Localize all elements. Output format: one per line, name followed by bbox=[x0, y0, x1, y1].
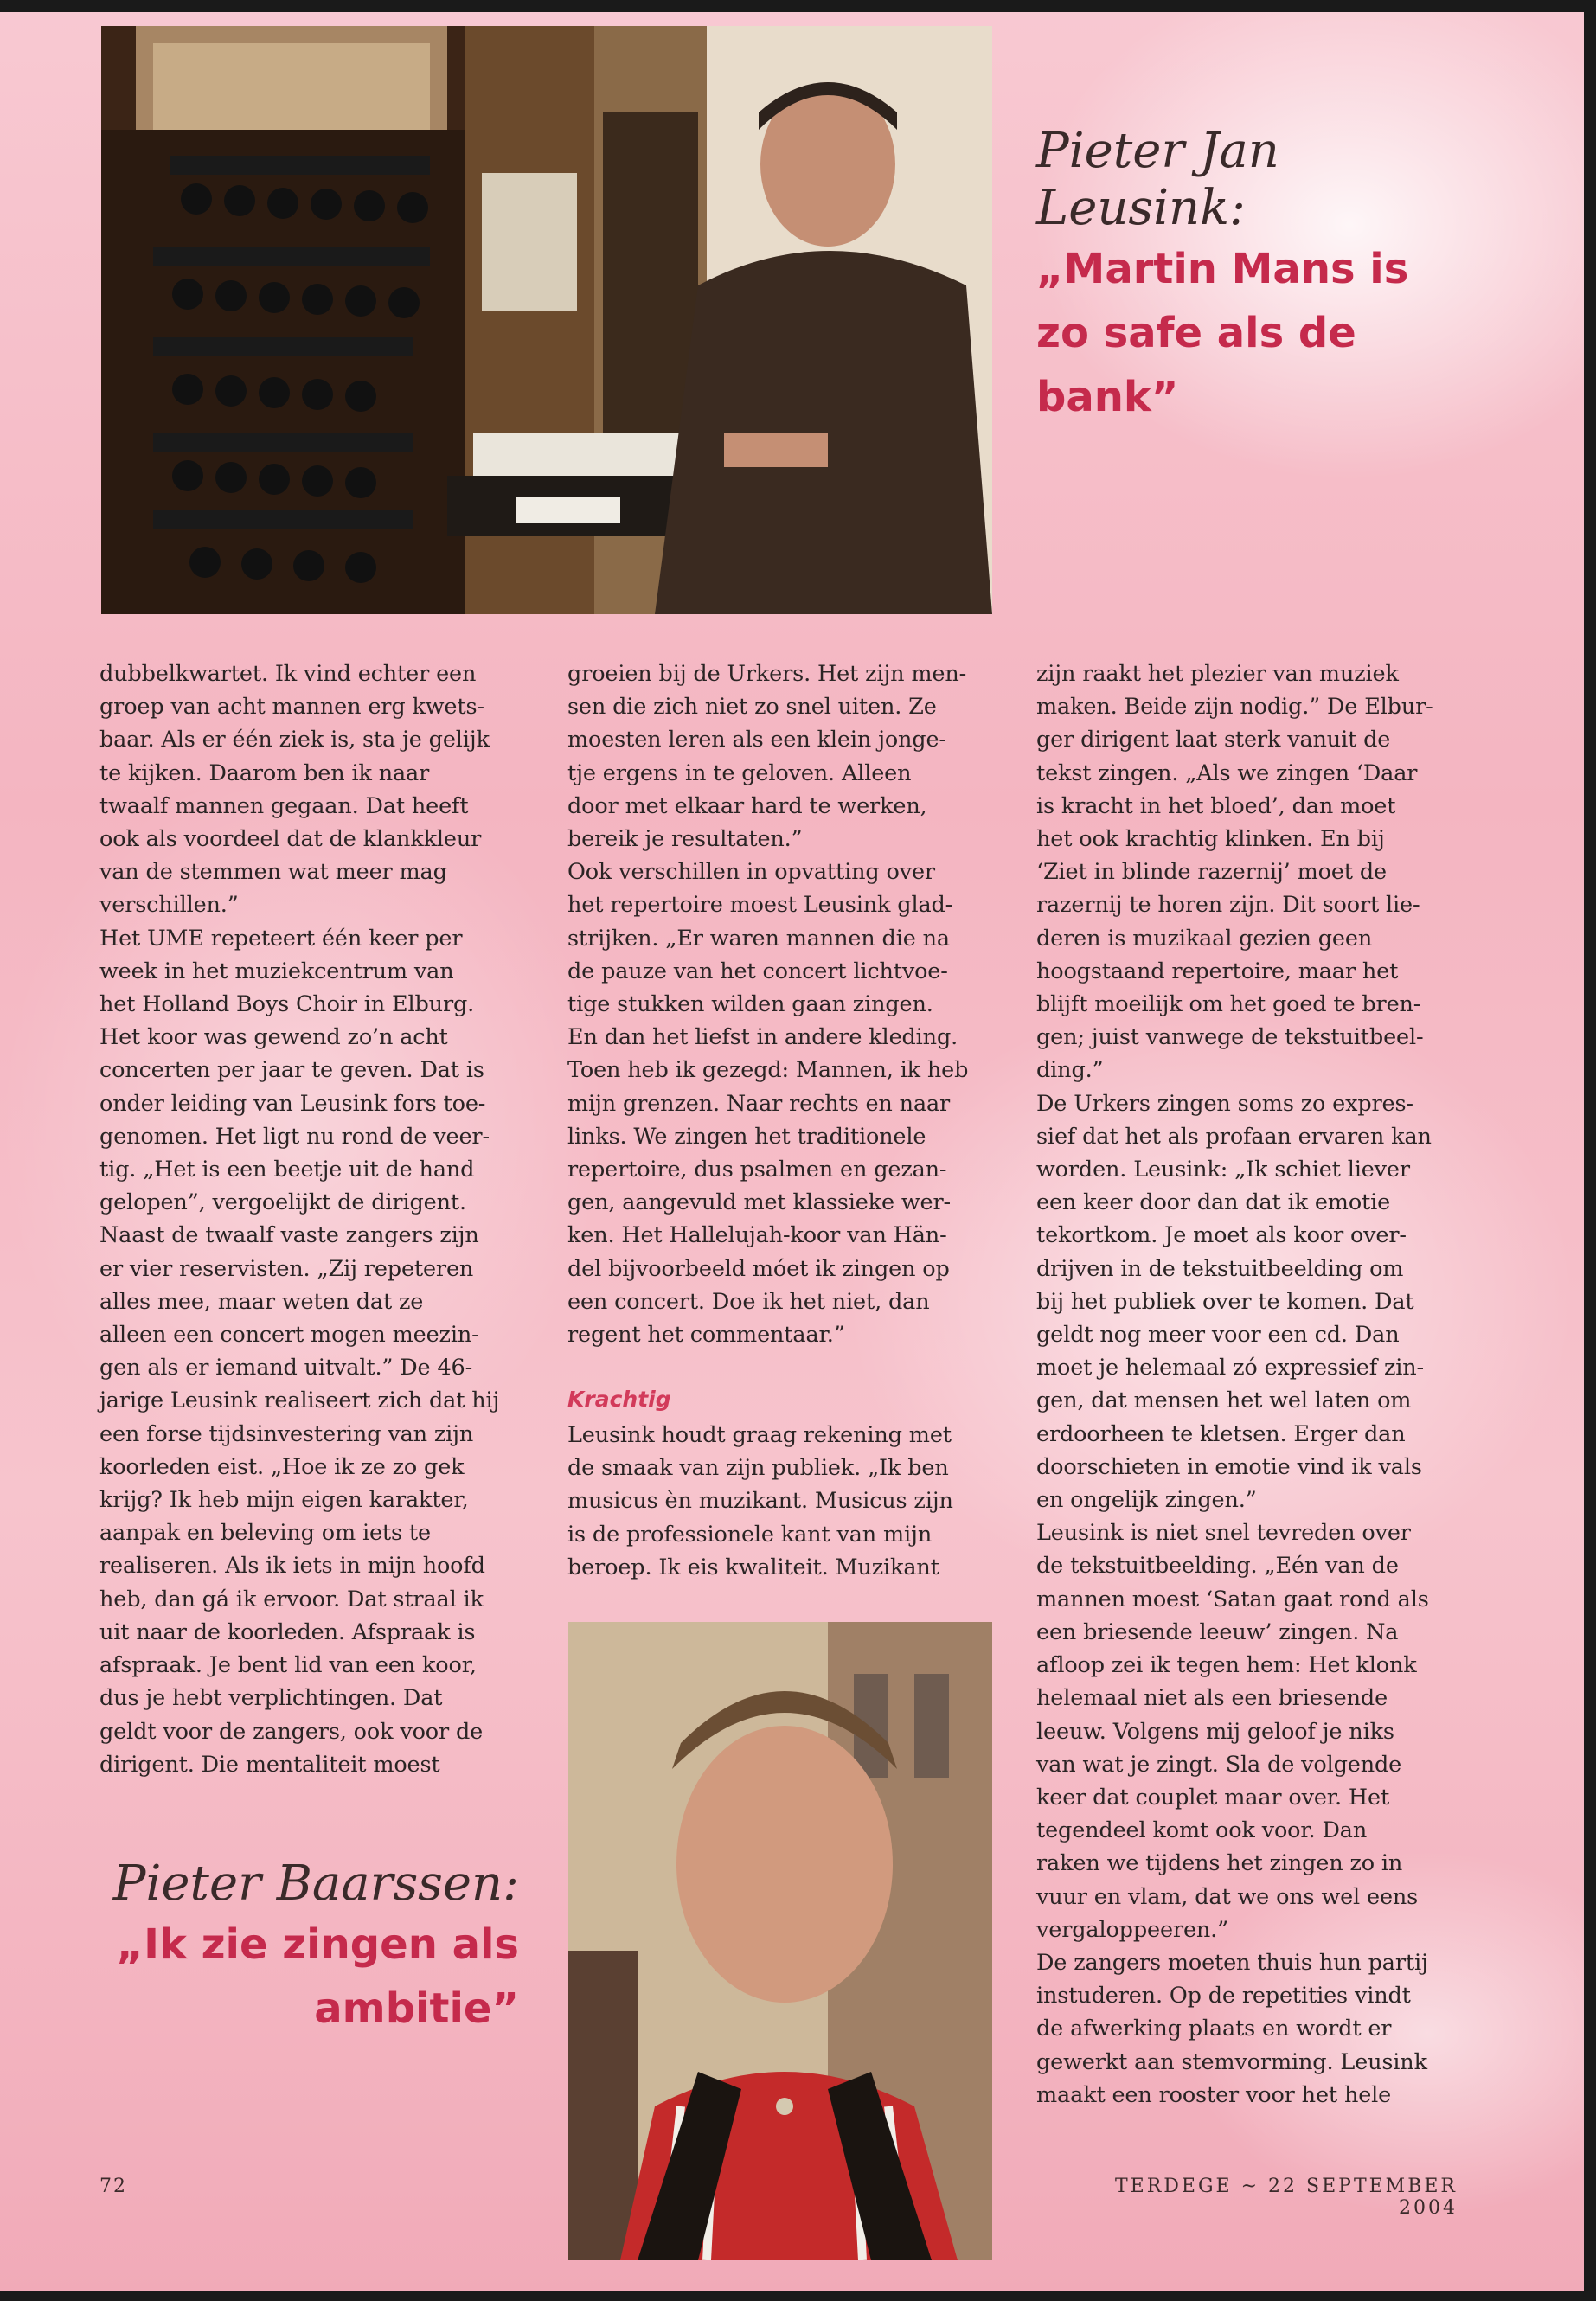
page-edge-bottom bbox=[0, 2291, 1596, 2301]
headline2-quote-line2: ambitie” bbox=[314, 1984, 519, 2033]
headline2-quote-line1: „Ik zie zingen als bbox=[116, 1920, 519, 1969]
portrait-illustration bbox=[568, 1622, 992, 2260]
headline-quote-line3: bank” bbox=[1036, 373, 1179, 421]
page-edge-top bbox=[0, 0, 1596, 12]
headline-name-line2: Leusink: bbox=[1036, 180, 1246, 236]
headline-quote-line2: zo safe als de bbox=[1036, 309, 1356, 357]
organ-photo bbox=[101, 26, 992, 614]
page-edge-right bbox=[1584, 0, 1596, 2301]
headline2-name: Pieter Baarssen: bbox=[112, 1856, 519, 1912]
headline-name-line1: Pieter Jan bbox=[1036, 123, 1279, 179]
article-column-2a: groeien bij de Urkers. Het zijn men- sen die zich niet zo snel uiten. Ze moesten leren als een klein jonge- tje ergens in te geloven. Alleen door met elkaar hard te werken, bereik je resultaten.” Ook verschillen in opvatting over het repertoire moest Leusink glad- strijken. „Er waren mannen die na de pauze van het concert lichtvoe- tige stukken wilden gaan zingen. En dan het liefst in andere kleding. Toen heb ik gezegd: Mannen, ik heb mijn grenzen. Naar rechts en naar links. We zingen het traditionele repertoire, dus psalmen en gezan- gen, aangevuld met klassieke wer- ken. Het Hallelujah-koor van Hän- del bijvoorbeeld móet ik zingen op een concert. Doe ik het niet, dan regent het commentaar.” bbox=[567, 661, 969, 1349]
publication-footer: TERDEGE ~ 22 SEPTEMBER 2004 bbox=[1114, 2176, 1458, 2219]
headline-baarssen bbox=[112, 1856, 519, 2041]
headline-quote-line1: „Martin Mans is bbox=[1036, 245, 1409, 293]
article-column-1: dubbelkwartet. Ik vind echter een groep van acht mannen erg kwets- baar. Als er één ziek is, sta je gelijk te kijken. Daarom ben ik naar twaalf mannen gegaan. Dat heeft ook als voordeel dat de klankkleur van de stemmen wat meer mag verschillen.” Het UME repeteert één keer per week in het muziekcentrum van het Holland Boys Choir in Elburg. Het koor was gewend zo’n acht concerten per jaar te geven. Dat is onder leiding van Leusink fors toe- genomen. Het ligt nu rond de veer- tig. „Het is een beetje uit de hand gelopen”, vergoelijkt de dirigent. Naast de twaalf vaste zangers zijn er vier reservisten. „Zij repeteren alles mee, maar weten dat ze alleen een concert mogen meezin- gen als er iemand uitvalt.” De 46- jarige Leusink realiseert zich dat hij een forse tijdsinvestering van zijn koorleden eist. „Hoe ik ze zo gek krijg? Ik heb mijn eigen karakter, aanpak en beleving om iets te realiseren. Als ik iets in mijn hoofd heb, dan gá ik ervoor. Dat straal ik uit naar de koorleden. Afspraak is afspraak. Je bent lid van een koor, dus je hebt verplichtingen. Dat geldt voor de zangers, ook voor de dirigent. Die mentaliteit moest bbox=[99, 661, 500, 1778]
article-column-2b: Leusink houdt graag rekening met de smaak van zijn publiek. „Ik ben musicus èn muzikant. Musicus zijn is de professionele kant van mijn beroep. Ik eis kwaliteit. Muzikant bbox=[567, 1422, 953, 1580]
article-column-3: zijn raakt het plezier van muziek maken. Beide zijn nodig.” De Elbur- ger dirigent laat sterk vanuit de tekst zingen. „Als we zingen ‘Daar is kracht in het bloed’, dan moet het ook krachtig klinken. En bij ‘Ziet in blinde razernij’ moet de razernij te horen zijn. Dit soort lie- deren is muzikaal gezien geen hoogstaand repertoire, maar het blijft moeilijk om het goed te bren- gen; juist vanwege de tekstuitbeel- ding.” De Urkers zingen soms zo expres- sief dat het als profaan ervaren kan worden. Leusink: „Ik schiet liever een keer door dan dat ik emotie tekortkom. Je moet als koor over- drijven in de tekstuitbeelding om bij het publiek over te komen. Dat geldt nog meer voor een cd. Dan moet je helemaal zó expressief zin- gen, dat mensen het wel laten om erdoorheen te kletsen. Erger dan doorschieten in emotie vind ik vals en ongelijk zingen.” Leusink is niet snel tevreden over de tekstuitbeelding. „Eén van de mannen moest ‘Satan gaat rond als een briesende leeuw’ zingen. Na afloop zei ik tegen hem: Het klonk helemaal niet als een briesende leeuw. Volgens mij geloof je niks van wat je zingt. Sla de volgende keer dat couplet maar over. Het tegendeel komt ook voor. Dan raken we tijdens het zingen zo in vuur en vlam, dat we ons wel eens vergaloppeeren.” De zangers moeten thuis hun partij instuderen. Op de repetities vindt de afwerking plaats en wordt er gewerkt aan stemvorming. Leusink maakt een rooster voor het hele bbox=[1036, 661, 1433, 2108]
headline-leusink bbox=[1036, 123, 1521, 429]
article-subhead: Krachtig bbox=[567, 1387, 671, 1412]
portrait-photo bbox=[568, 1622, 992, 2260]
organ-illustration bbox=[101, 26, 992, 614]
page-number: 72 bbox=[99, 2176, 127, 2197]
